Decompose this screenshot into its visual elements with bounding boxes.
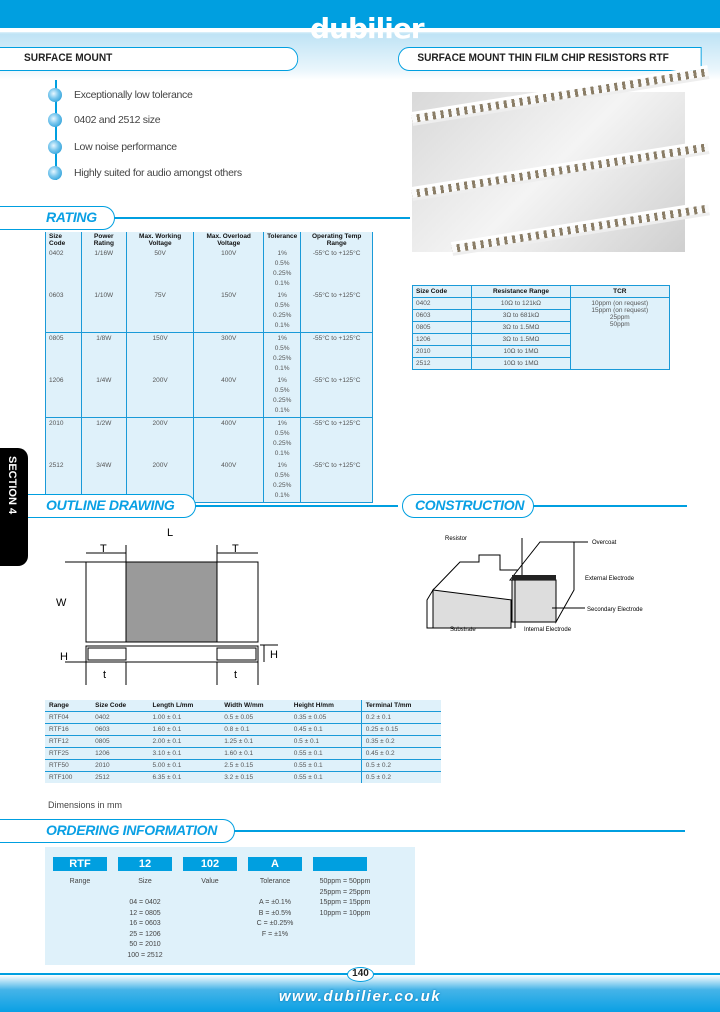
label-W: W: [56, 597, 67, 609]
column-header: Operating Temp Range: [301, 232, 373, 248]
bullet-icon: [48, 166, 62, 180]
feature-item: 0402 and 2512 size: [48, 113, 160, 127]
order-code-column: 50ppm = 50ppm 25ppm = 25ppm 15ppm = 15ppm 10ppm = 10ppm: [319, 878, 371, 917]
website-link[interactable]: www.dubilier.co.uk: [278, 988, 442, 1005]
column-header: TCR: [570, 286, 669, 298]
dubilier-logo: dubilier: [310, 12, 424, 45]
table-row: 0805 1/8W 150V 300V 1% 0.5% 0.25% 0.1% -55°C to +125°C: [46, 333, 373, 376]
order-code-column: Tolerance A = ±0.1% B = ±0.5% C = ±0.25% F = ±1%: [256, 878, 294, 938]
dimensions-note: Dimensions in mm: [48, 800, 123, 810]
column-header: Power Rating: [81, 232, 126, 248]
table-row: 1206 3Ω to 1.5MΩ: [413, 334, 670, 346]
table-row: 2010 10Ω to 1MΩ: [413, 346, 670, 358]
column-header: Max. Overload Voltage: [194, 232, 264, 248]
section-title-left: SURFACE MOUNT: [0, 47, 298, 71]
order-code-box: RTF: [53, 857, 107, 871]
bullet-icon: [48, 113, 62, 127]
column-header: Max. Working Voltage: [126, 232, 193, 248]
label-T-right: T: [232, 543, 239, 555]
table-row: 0402 1/16W 50V 100V 1% 0.5% 0.25% 0.1% -55°C to +125°C: [46, 248, 373, 290]
svg-text:Resistor: Resistor: [445, 536, 468, 542]
table-row: RTF04 0402 1.00 ± 0.1 0.5 ± 0.05 0.35 ± 0.05 0.2 ± 0.1: [45, 712, 441, 724]
table-row: RTF16 0603 1.60 ± 0.1 0.8 ± 0.1 0.45 ± 0.1 0.25 ± 0.15: [45, 724, 441, 736]
svg-text:External Electrode: External Electrode: [585, 576, 635, 582]
feature-item: Exceptionally low tolerance: [48, 88, 193, 102]
table-row: RTF50 2010 5.00 ± 0.1 2.5 ± 0.15 0.55 ± 0.1 0.5 ± 0.2: [45, 760, 441, 772]
rating-heading: RATING: [0, 206, 115, 230]
order-code-column: Range: [69, 878, 91, 885]
column-header: Size Code: [413, 286, 472, 298]
bullet-icon: [48, 140, 62, 154]
svg-text:Secondary Electrode: Secondary Electrode: [587, 607, 643, 613]
label-H-right: H: [270, 649, 278, 661]
construction-drawing: [400, 520, 700, 640]
order-code-column: Size 04 = 0402 12 = 0805 16 = 0603 25 = 1206 50 = 2010 100 = 2512: [127, 878, 163, 959]
column-header: Height H/mm: [293, 702, 334, 709]
outline-drawing: [50, 520, 290, 690]
table-row: 2512 3/4W 200V 400V 1% 0.5% 0.25% 0.1% -55°C to +125°C: [46, 460, 373, 503]
table-row: 0603 3Ω to 681kΩ: [413, 310, 670, 322]
svg-text:Substrate: Substrate: [450, 627, 476, 633]
section-tab: SECTION 4: [0, 448, 28, 566]
table-row: 0805 3Ω to 1.5MΩ: [413, 322, 670, 334]
bullet-icon: [48, 88, 62, 102]
column-header: Width W/mm: [224, 702, 264, 709]
column-header: Range: [49, 702, 69, 709]
order-code-column: Value: [201, 878, 219, 885]
tcr-values: 10ppm (on request) 15ppm (on request) 25ppm 50ppm: [570, 298, 669, 370]
ordering-info: [45, 847, 415, 965]
column-header: Terminal T/mm: [361, 700, 441, 712]
outline-heading: OUTLINE DRAWING: [28, 494, 196, 518]
table-row: 2010 1/2W 200V 400V 1% 0.5% 0.25% 0.1% -55°C to +125°C: [46, 418, 373, 461]
svg-text:Internal Electrode: Internal Electrode: [524, 627, 572, 633]
column-header: Size Code: [46, 232, 82, 248]
product-photo: [412, 92, 685, 252]
order-code-box: 12: [118, 857, 172, 871]
order-code-box: [313, 857, 367, 871]
column-header: Resistance Range: [472, 286, 570, 298]
page-number: 140: [347, 967, 374, 982]
column-header: Size Code: [95, 702, 127, 709]
order-code-box: A: [248, 857, 302, 871]
feature-item: Highly suited for audio amongst others: [48, 166, 242, 180]
table-row: 2512 10Ω to 1MΩ: [413, 358, 670, 370]
label-t-left: t: [103, 669, 107, 681]
label-t-right: t: [234, 669, 238, 681]
label-L: L: [167, 527, 174, 539]
table-row: 0603 1/10W 75V 150V 1% 0.5% 0.25% 0.1% -55°C to +125°C: [46, 290, 373, 333]
table-row: RTF12 0805 2.00 ± 0.1 1.25 ± 0.1 0.5 ± 0.1 0.35 ± 0.2: [45, 736, 441, 748]
order-code-box: 102: [183, 857, 237, 871]
ordering-heading: ORDERING INFORMATION: [0, 819, 235, 843]
table-row: 1206 1/4W 200V 400V 1% 0.5% 0.25% 0.1% -55°C to +125°C: [46, 375, 373, 418]
table-row: RTF25 1206 3.10 ± 0.1 1.60 ± 0.1 0.55 ± 0.1 0.45 ± 0.2: [45, 748, 441, 760]
section-title-right: SURFACE MOUNT THIN FILM CHIP RESISTORS RTF: [398, 47, 702, 71]
column-header: Length L/mm: [152, 702, 194, 709]
rating-table: [45, 232, 373, 503]
resistance-table: [412, 285, 670, 370]
column-header: Tolerance: [264, 232, 301, 248]
construction-heading: CONSTRUCTION: [402, 494, 534, 518]
feature-item: Low noise performance: [48, 140, 177, 154]
table-row: 0402 10Ω to 121kΩ 10ppm (on request) 15ppm (on request) 25ppm 50ppm: [413, 298, 670, 310]
svg-text:Overcoat: Overcoat: [592, 540, 617, 546]
table-row: RTF100 2512 6.35 ± 0.1 3.2 ± 0.15 0.55 ± 0.1 0.5 ± 0.2: [45, 772, 441, 784]
label-T-left: T: [100, 543, 107, 555]
label-H-left: H: [60, 651, 68, 663]
dimensions-table: [45, 700, 441, 783]
